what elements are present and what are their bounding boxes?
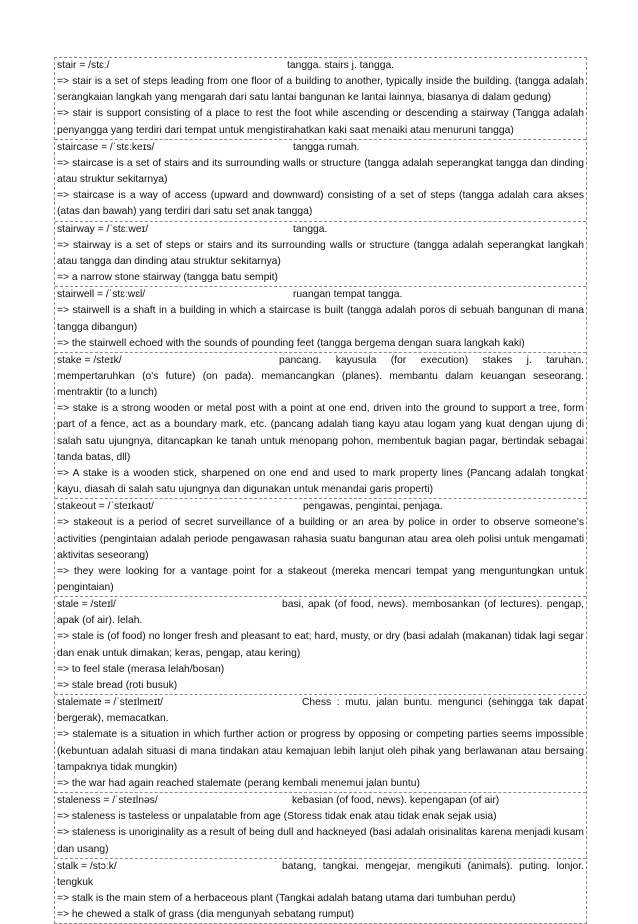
- entry-heading: [57, 859, 584, 891]
- entry-heading: [57, 222, 584, 238]
- headword-pronunciation: stakeout = /ˈsteɪkaʊt/: [57, 501, 154, 513]
- definition-line: => staircase is a way of access (upward and downward) consisting of a set of steps (tangga adalah cara akses (atas dan bawah) yang terdiri dari satu set anak tangga): [57, 190, 584, 218]
- definition-line: => stalk is the main stem of a herbaceous plant (Tangkai adalah batang utama dari tumbuhan perdu): [57, 892, 516, 904]
- definition-line: => staircase is a set of stairs and its surrounding walls or structure (tangga adalah seperangkat tangga dan dinding atau struktur sekitarnya): [57, 157, 584, 186]
- translation: pancang. kayusula (for execution) stakes j. taruhan. mempertaruhkan (o's future) (on pada). memancangkan (planes). membantu dalam keuangan seseorang. mentraktir (to a lunch): [57, 354, 584, 399]
- entry-heading: [57, 58, 584, 74]
- definition-line: => stake is a strong wooden or metal post with a point at one end, driven into the ground to support a tree, form part of a fence, act as a boundary mark, etc. (pancang adalah tiang kayu atau logam yang kuat dengan ujung di salah satu ujungnya, ditancapkan ke tanah untuk menopang pohon, membentuk bagian pagar, bertindak sebagai tanda batas, dll): [57, 403, 584, 463]
- headword-pronunciation: stale = /steɪl/: [57, 599, 116, 611]
- headword-pronunciation: stake = /steɪk/: [57, 354, 122, 366]
- translation: basi, apak (of food, news). membosankan (of lectures). pengap, apak (of air). lelah.: [57, 599, 584, 627]
- definition-line: => stair is support consisting of a place to rest the foot while ascending or descending a stairway (Tangga adalah penyangga yang terdiri dari tempat untuk mengistirahatkan kaki saat menaiki atau menuruni tangga): [57, 108, 584, 136]
- definition-line: => a narrow stone stairway (tangga batu sempit): [57, 272, 278, 284]
- definition-line: => staleness is unoriginality as a result of being dull and hackneyed (basi adalah orisinalitas karena menjadi kusam dan usang): [57, 827, 584, 855]
- headword-pronunciation: staircase = /ˈstɛːkeɪs/: [57, 141, 155, 153]
- entry-heading: [57, 140, 584, 156]
- definition-line: => stairway is a set of steps or stairs and its surrounding walls or structure (tangga adalah seperangkat langkah atau tangga dan dinding atau struktur sekitarnya): [57, 239, 584, 267]
- dictionary-entry: [55, 596, 586, 694]
- entry-heading: [57, 353, 584, 401]
- entry-heading: [57, 597, 584, 629]
- definition-line: => the war had again reached stalemate (perang kembali menemui jalan buntu): [57, 777, 420, 789]
- definition-line: => they were looking for a vantage point for a stakeout (mereka mencari tempat yang menguntungkan untuk pengintaian): [57, 565, 584, 593]
- definition-line: => stakeout is a period of secret surveillance of a building or an area by police in order to observe someone's activities (pengintaian adalah periode pengawasan rahasia suatu bangunan atau area oleh polisi untuk mengamati aktivitas seseorang): [57, 517, 584, 561]
- translation: pengawas, pengintai, penjaga.: [303, 501, 443, 513]
- headword-pronunciation: stair = /stɛː/: [57, 60, 110, 71]
- headword-pronunciation: staleness = /ˈsteɪlnəs/: [57, 795, 158, 807]
- dictionary-entry: [55, 286, 586, 352]
- dictionary-entry: [55, 58, 586, 139]
- dictionary-sheet: [54, 57, 587, 924]
- translation: tangga rumah.: [293, 141, 360, 153]
- headword-pronunciation: stalk = /stɔːk/: [57, 860, 117, 872]
- dictionary-entry: [55, 792, 586, 858]
- definition-line: => stale is (of food) no longer fresh and pleasant to eat; hard, musty, or dry (basi adalah (makanan) tidak lagi segar dan enak untuk dimakan; keras, pengap, atau kering): [57, 631, 584, 659]
- definition-line: => stalemate is a situation in which further action or progress by opposing or competing parties seems impossible (kebuntuan adalah situasi di mana tindakan atau kemajuan lebih lanjut oleh pihak yang berlawanan atau bersaing tampaknya tidak mungkin): [57, 729, 584, 773]
- headword-pronunciation: stairway = /ˈstɛːweɪ/: [57, 223, 149, 235]
- translation: kebasian (of food, news). kepengapan (of air): [292, 795, 500, 807]
- dictionary-entry: [55, 858, 586, 924]
- entry-heading: [57, 695, 584, 727]
- definition-line: => stair is a set of steps leading from one floor of a building to another, typically inside the building. (tangga adalah serangkaian langkah yang mengarah dari satu lantai bangunan ke lantai lainnya, biasanya di dalam gedung): [57, 76, 584, 104]
- headword-pronunciation: stalemate = /ˈsteɪlmeɪt/: [57, 697, 164, 709]
- dictionary-entry: [55, 498, 586, 596]
- dictionary-entry: [55, 221, 586, 287]
- definition-line: => stale bread (roti busuk): [57, 679, 178, 691]
- dictionary-entry: [55, 139, 586, 221]
- definition-line: => stairwell is a shaft in a building in which a staircase is built (tangga adalah poros di sebuah bangunan di mana tangga dibangun): [57, 305, 584, 333]
- definition-line: => he chewed a stalk of grass (dia mengunyah sebatang rumput): [57, 909, 355, 921]
- definition-line: => to feel stale (merasa lelah/bosan): [57, 663, 225, 675]
- translation: batang, tangkai. mengejar, mengikuti (animals). puting. lonjor. tengkuk: [57, 860, 584, 888]
- translation: ruangan tempat tangga.: [293, 289, 403, 301]
- entry-heading: [57, 793, 584, 809]
- translation: tangga.: [293, 223, 328, 235]
- definition-line: => the stairwell echoed with the sounds of pounding feet (tangga bergema dengan suara langkah kaki): [57, 337, 525, 349]
- dictionary-entry: [55, 694, 586, 792]
- translation: tangga. stairs j. tangga.: [287, 60, 395, 71]
- dictionary-entry: [55, 352, 586, 498]
- definition-line: => staleness is tasteless or unpalatable from age (Storess tidak enak atau tidak enak sejak usia): [57, 811, 497, 823]
- entry-heading: [57, 499, 584, 515]
- translation: Chess : mutu. jalan buntu. mengunci (sehingga tak dapat bergerak), memacatkan.: [57, 697, 584, 725]
- entry-heading: [57, 287, 584, 303]
- definition-line: => A stake is a wooden stick, sharpened on one end and used to mark property lines (Pancang adalah tongkat kayu, diasah di salah satu ujungnya dan digunakan untuk menandai garis properti): [57, 467, 584, 496]
- headword-pronunciation: stairwell = /ˈstɛːwɛl/: [57, 289, 146, 301]
